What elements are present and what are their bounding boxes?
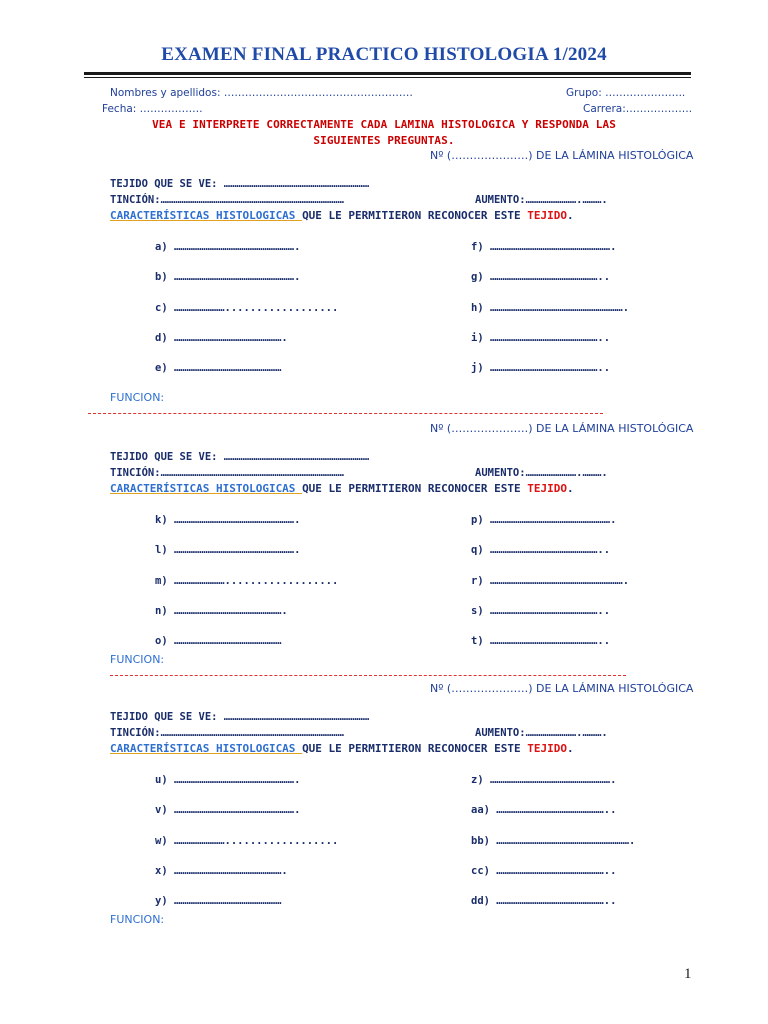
lamina-number-field: Nº (…………………) DE LA LÁMINA HISTOLÓGICA	[430, 149, 694, 162]
lamina-number-field: Nº (…………………) DE LA LÁMINA HISTOLÓGICA	[430, 422, 694, 435]
section-separator	[88, 413, 603, 414]
answer-line-left: m) ……………………..................	[155, 575, 339, 587]
caracteristicas-label: CARACTERÍSTICAS HISTOLOGICAS	[110, 482, 303, 495]
answer-line-right: q) ……………………………………………..	[471, 544, 611, 556]
tejido-field: TEJIDO QUE SE VE: ……………………………………………………………	[110, 451, 370, 463]
funcion-label: FUNCION:	[110, 913, 165, 926]
caracteristicas-heading	[110, 742, 574, 755]
reconocer-label: QUE LE PERMITIERON RECONOCER ESTE	[302, 209, 528, 222]
answer-line-right: g) ……………………………………………..	[471, 271, 611, 283]
answer-line-right: aa) ……………………………………………..	[471, 804, 617, 816]
answer-line-left: v) ………………………………………………….	[155, 804, 301, 816]
answer-line-right: bb) ……………………………………………………….	[471, 835, 636, 847]
reconocer-label: QUE LE PERMITIERON RECONOCER ESTE	[302, 742, 528, 755]
answer-line-right: r) ……………………………………………………….	[471, 575, 630, 587]
answer-line-right: z) ………………………………………………….	[471, 774, 617, 786]
answer-line-left: e) ……………………………………………	[155, 362, 282, 374]
caracteristicas-label: CARACTERÍSTICAS HISTOLOGICAS	[110, 742, 303, 755]
answer-line-right: s) ……………………………………………..	[471, 605, 611, 617]
answer-line-left: a) ………………………………………………….	[155, 241, 301, 253]
instruction-line-2: SIGUIENTES PREGUNTAS.	[313, 134, 455, 147]
funcion-label: FUNCION:	[110, 653, 165, 666]
fecha-field: Fecha: ………………	[102, 103, 203, 115]
answer-line-left: l) ………………………………………………….	[155, 544, 301, 556]
page-number: 1	[684, 966, 692, 982]
grupo-field: Grupo: …………………..	[566, 87, 686, 99]
answer-line-right: h) ……………………………………………………….	[471, 302, 630, 314]
answer-line-left: w) ……………………..................	[155, 835, 339, 847]
exam-title: EXAMEN FINAL PRACTICO HISTOLOGIA 1/2024	[161, 44, 607, 65]
tejido-emphasis: TEJIDO	[527, 742, 567, 755]
section-separator	[110, 675, 626, 676]
title-rule-thin	[84, 77, 691, 78]
answer-line-left: d) …………………………………………….	[155, 332, 288, 344]
tejido-emphasis: TEJIDO	[527, 209, 567, 222]
answer-line-left: o) ……………………………………………	[155, 635, 282, 647]
tejido-field: TEJIDO QUE SE VE: ……………………………………………………………	[110, 711, 370, 723]
carrera-field: Carrera:……………….	[583, 103, 693, 115]
tincion-field: TINCIÓN:……………………………………………………………………………	[110, 727, 344, 739]
answer-line-left: y) ……………………………………………	[155, 895, 282, 907]
funcion-label: FUNCION:	[110, 391, 165, 404]
heading-period: .	[566, 742, 574, 755]
answer-line-right: dd) ……………………………………………..	[471, 895, 617, 907]
answer-line-right: i) ……………………………………………..	[471, 332, 611, 344]
aumento-field: AUMENTO:…………………….……….	[475, 467, 608, 479]
aumento-field: AUMENTO:…………………….……….	[475, 194, 608, 206]
title-rule	[84, 72, 691, 75]
nombres-field: Nombres y apellidos: ………………………………………………	[110, 87, 413, 99]
tejido-emphasis: TEJIDO	[527, 482, 567, 495]
aumento-field: AUMENTO:…………………….……….	[475, 727, 608, 739]
answer-line-left: u) ………………………………………………….	[155, 774, 301, 786]
answer-line-right: t) ……………………………………………..	[471, 635, 611, 647]
caracteristicas-heading	[110, 482, 574, 495]
answer-line-right: f) ………………………………………………….	[471, 241, 617, 253]
tincion-field: TINCIÓN:……………………………………………………………………………	[110, 467, 344, 479]
tincion-field: TINCIÓN:……………………………………………………………………………	[110, 194, 344, 206]
answer-line-left: x) …………………………………………….	[155, 865, 288, 877]
caracteristicas-label: CARACTERÍSTICAS HISTOLOGICAS	[110, 209, 303, 222]
answer-line-right: p) ………………………………………………….	[471, 514, 617, 526]
heading-period: .	[566, 482, 574, 495]
reconocer-label: QUE LE PERMITIERON RECONOCER ESTE	[302, 482, 528, 495]
tejido-field: TEJIDO QUE SE VE: ……………………………………………………………	[110, 178, 370, 190]
answer-line-left: k) ………………………………………………….	[155, 514, 301, 526]
answer-line-right: j) ……………………………………………..	[471, 362, 611, 374]
answer-line-left: b) ………………………………………………….	[155, 271, 301, 283]
answer-line-left: n) …………………………………………….	[155, 605, 288, 617]
caracteristicas-heading	[110, 209, 574, 222]
heading-period: .	[566, 209, 574, 222]
answer-line-left: c) ……………………..................	[155, 302, 339, 314]
answer-line-right: cc) ……………………………………………..	[471, 865, 617, 877]
lamina-number-field: Nº (…………………) DE LA LÁMINA HISTOLÓGICA	[430, 682, 694, 695]
instruction-line-1: VEA E INTERPRETE CORRECTAMENTE CADA LAMINA HISTOLOGICA Y RESPONDA LAS	[152, 118, 616, 131]
